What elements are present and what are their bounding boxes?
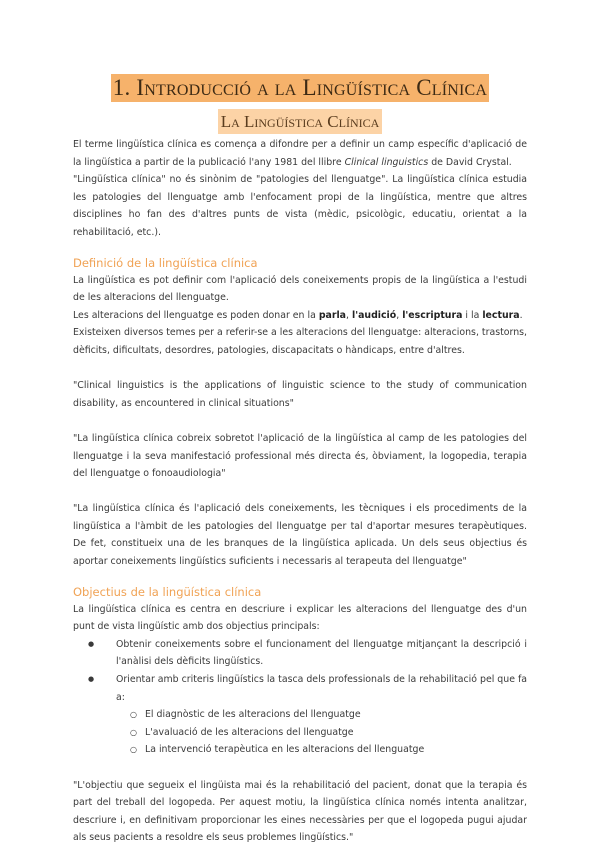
text: , bbox=[396, 309, 403, 321]
text: . bbox=[519, 309, 523, 321]
definition-paragraph-1: La lingüística es pot definir com l'aplicació dels coneixements propis de la lingüística a l'estudi de les alteracions del llenguatge. bbox=[73, 274, 527, 304]
intro-paragraph-2: "Lingüística clínica" no és sinònim de "patologies del llenguatge". La lingüística clínica estudia les patologies del llenguatge amb l'enfocament propi de la lingüística, mentre que altres disciplines ho fan des d'altres punts de vista (mèdic, psicològic, educatiu, orientat a la rehabilitació, etc.). bbox=[73, 174, 527, 238]
quote-1: "Clinical linguistics is the applications of linguistic science to the study of communication disability, as encountered in clinical situations" bbox=[73, 380, 527, 409]
objectives-list bbox=[73, 636, 527, 759]
text: i la bbox=[462, 309, 483, 321]
text: El terme lingüística clínica es comença a difondre per a definir un camp específic d'aplicació de la lingüística a partir de la publicació l'any 1981 del llibre bbox=[73, 139, 527, 168]
definition-heading: Definició de la lingüística clínica bbox=[73, 255, 258, 270]
term-lectura: lectura bbox=[482, 309, 520, 321]
sub-list-item: ○ La intervenció terapèutica en les alteracions del llenguatge bbox=[73, 741, 527, 759]
term-audicio: l'audició bbox=[351, 309, 397, 321]
list-item: ● Orientar amb criteris lingüístics la tasca dels professionals de la rehabilitació pel que fa a: bbox=[73, 671, 527, 706]
term-escriptura: l'escriptura bbox=[402, 309, 463, 321]
intro-paragraph-1 bbox=[73, 136, 527, 171]
definition-paragraph-3: Existeixen diversos temes per a referir-se a les alteracions del llenguatge: alteracions, trastorns, dèficits, dificultats, desordres, patologies, discapacitats o hàndicaps, entre d'altres. bbox=[73, 327, 527, 356]
document-title: 1. Introducció a la Lingüística Clínica bbox=[112, 75, 488, 100]
document-body bbox=[73, 136, 527, 847]
section-subtitle: La Lingüística Clínica bbox=[218, 109, 383, 134]
book-title: Clinical linguistics bbox=[344, 156, 429, 168]
list-item: ● Obtenir coneixements sobre el funcionament del llenguatge mitjançant la descripció i l'anàlisi dels dèficits lingüístics. bbox=[73, 636, 527, 671]
objectives-intro: La lingüística clínica es centra en descriure i explicar les alteracions del llenguatge des d'un punt de vista lingüístic amb dos objectius principals: bbox=[73, 603, 527, 633]
text: Les alteracions del llenguatge es poden donar en la bbox=[73, 309, 319, 321]
sub-list-item: ○ El diagnòstic de les alteracions del llenguatge bbox=[73, 706, 527, 724]
term-parla: parla bbox=[318, 309, 347, 321]
definition-paragraph-2 bbox=[73, 307, 527, 325]
quote-3: "La lingüística clínica és l'aplicació dels coneixements, les tècniques i els procediments de la lingüística a l'àmbit de les patologies del llenguatge per tal d'aportar mesures terapèutiques. De fet, constitueix una de les branques de la lingüística aplicada. Un dels seus objectius és aportar coneixements lingüístics suficients i necessaris al terapeuta del llenguatge" bbox=[73, 503, 527, 568]
sub-list-item: ○ L'avaluació de les alteracions del llenguatge bbox=[73, 724, 527, 742]
objectives-quote: "L'objectiu que segueix el lingüista mai és la rehabilitació del pacient, donat que la terapia és part del treball del logopeda. Per aquest motiu, la lingüística clínica només intenta analitzar, descriure i, en definitivam proporcionar les eines necessàries per que el logopeda pugui ajudar als seus pacients a resoldre els seus problemes lingüístics." bbox=[73, 779, 527, 844]
objectives-heading: Objectius de la lingüística clínica bbox=[73, 584, 262, 599]
quote-2: "La lingüística clínica cobreix sobretot l'aplicació de la lingüística al camp de les patologies del llenguatge i la seva manifestació professional més directa és, òbviament, la logopedia, terapia del llenguatge o fonoaudiologia" bbox=[73, 432, 527, 480]
text: , bbox=[346, 309, 352, 321]
text: de David Crystal. bbox=[428, 156, 512, 168]
